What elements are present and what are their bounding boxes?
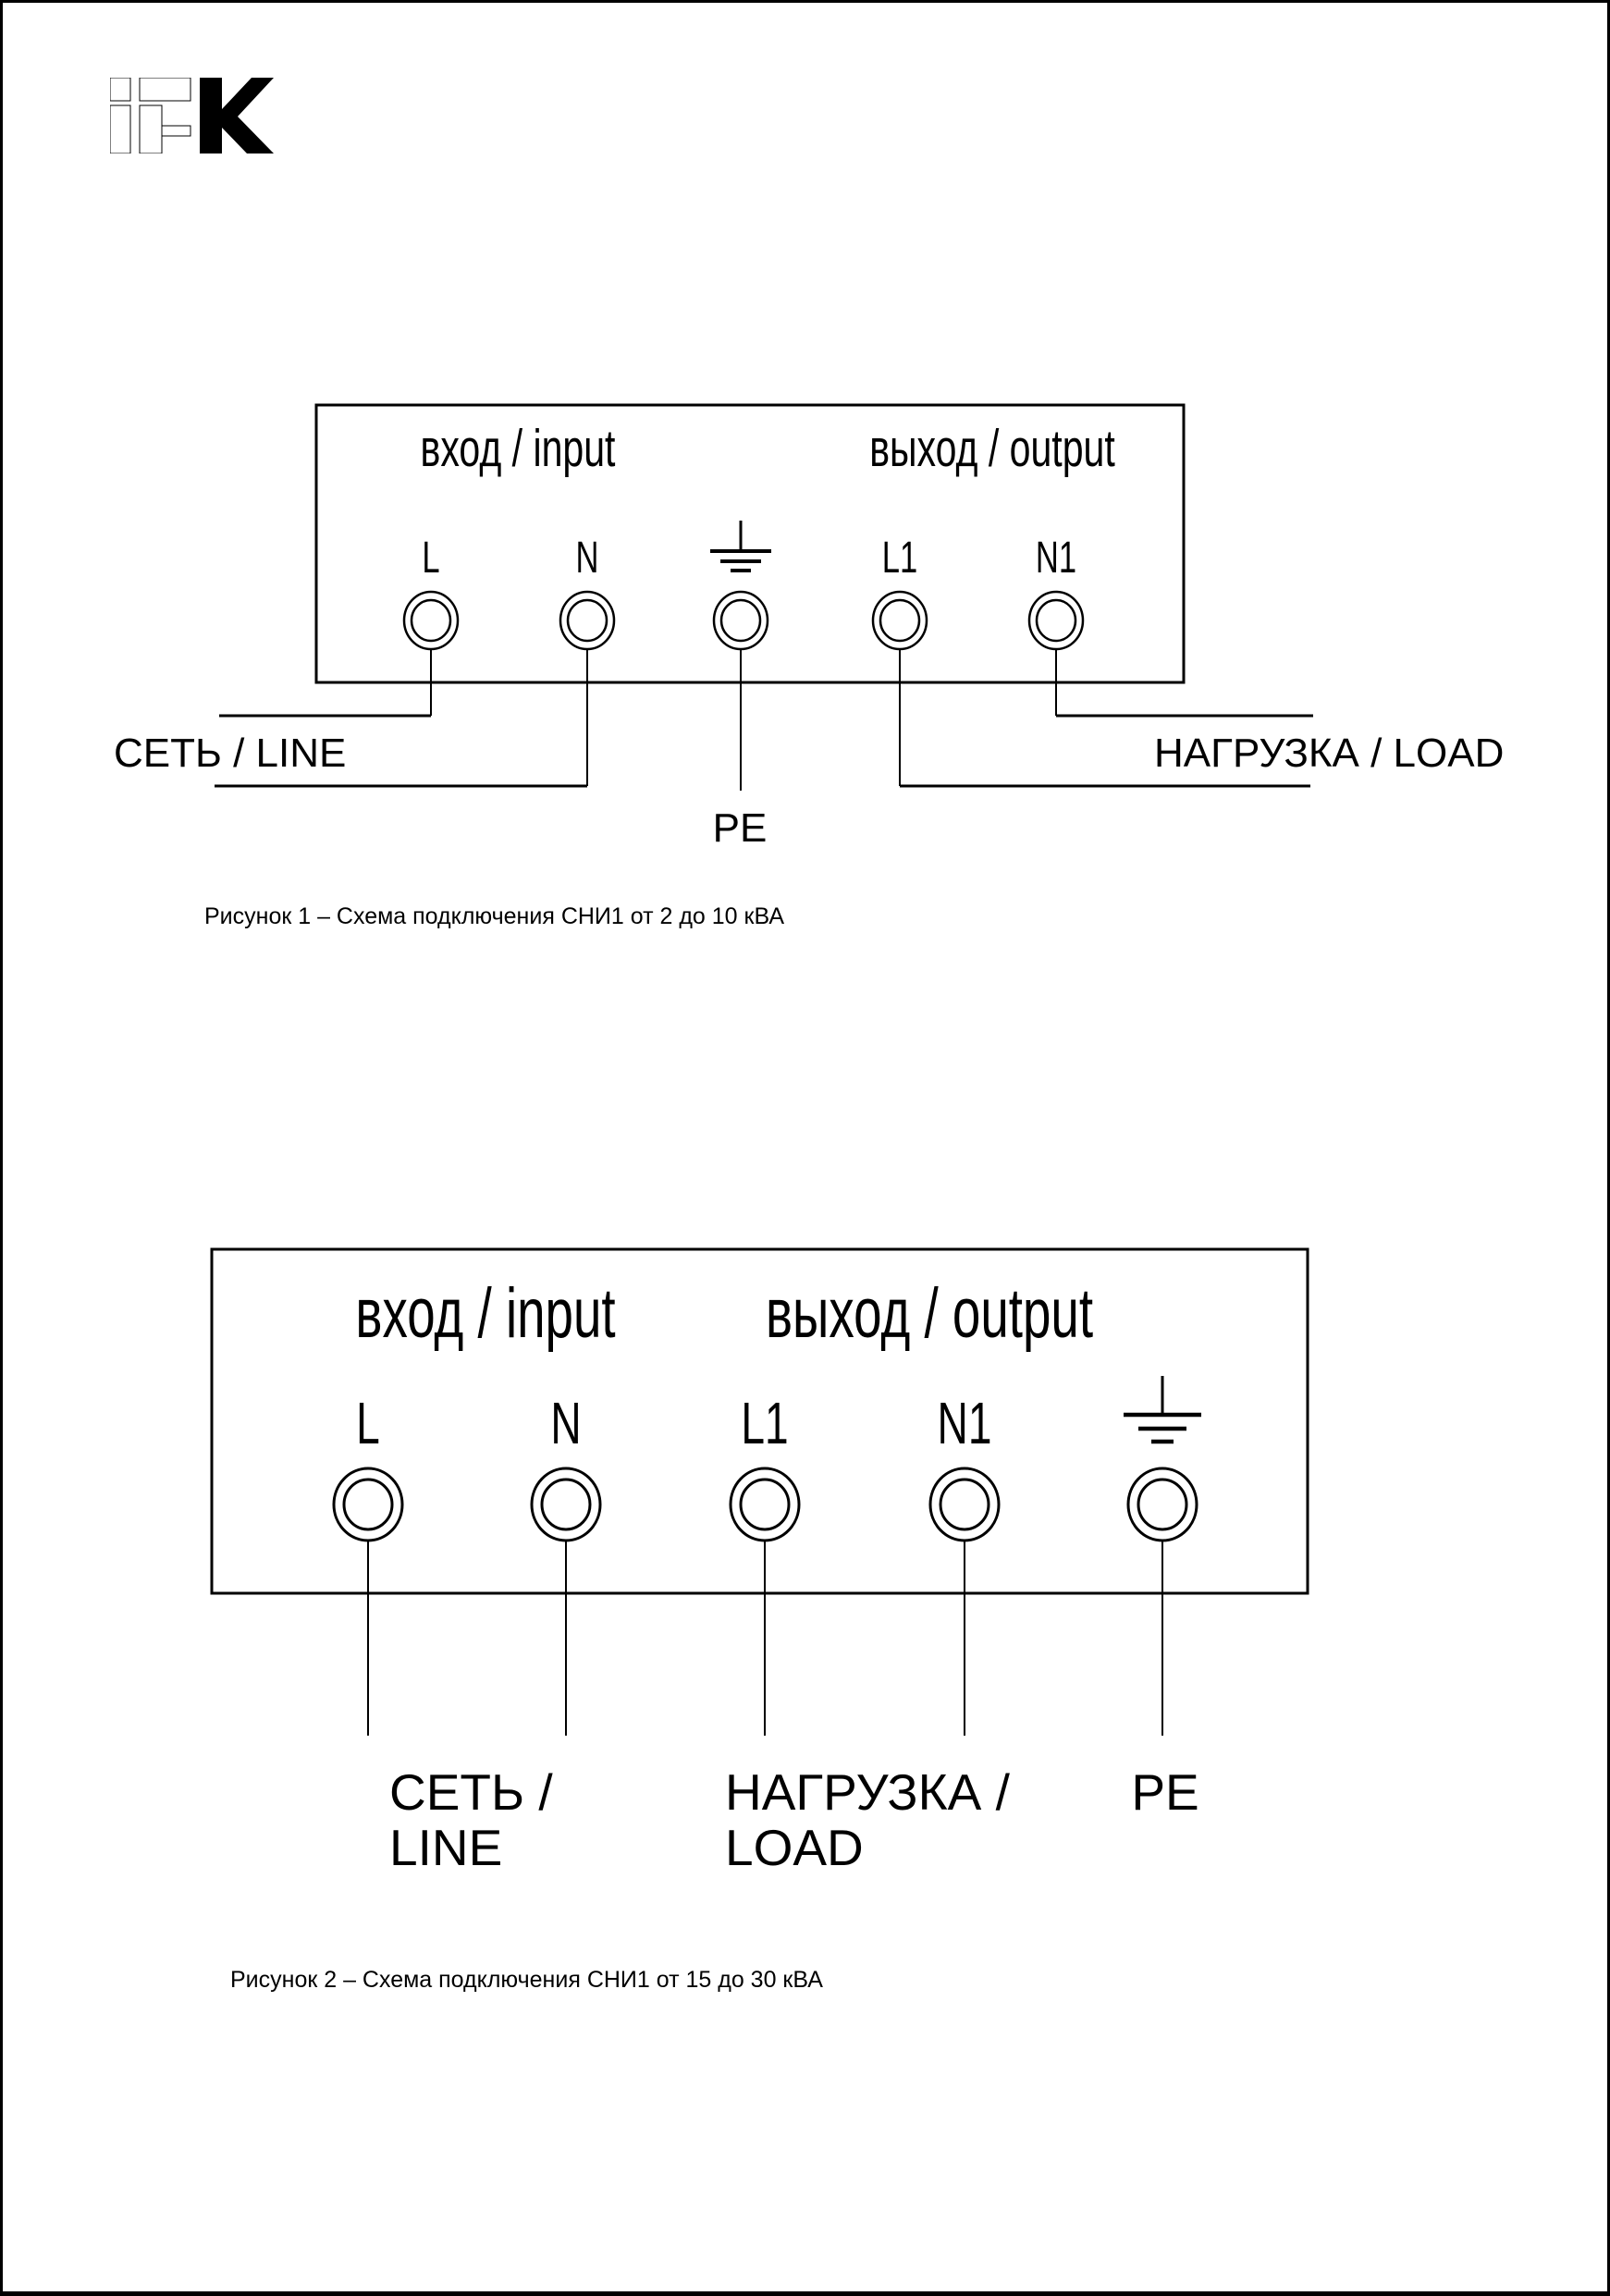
figure1-header-input: вход / input	[420, 419, 616, 478]
figure2-terminal-n	[532, 1468, 600, 1541]
figure1-header-output: выход / output	[869, 419, 1115, 478]
figure1-terminal-l1	[873, 592, 927, 649]
figure1-terminal-label-l: L	[422, 534, 440, 583]
figure2-terminal-l	[334, 1468, 402, 1541]
figure1-pe-label: PE	[712, 805, 768, 851]
figure2-caption: Рисунок 2 – Схема подключения СНИ1 от 15 до 30 кВА	[230, 1967, 823, 1993]
diagram-linework	[3, 3, 1610, 2296]
figure1-caption: Рисунок 1 – Схема подключения СНИ1 от 2 до 10 кВА	[204, 903, 784, 929]
figure2-ground-icon	[1124, 1376, 1201, 1442]
figure1-terminal-pe	[714, 592, 768, 649]
figure2-terminal-pe	[1128, 1468, 1197, 1541]
figure1-line-label: СЕТЬ / LINE	[114, 731, 347, 776]
figure2-terminal-l1	[731, 1468, 799, 1541]
figure2-terminal-label-n1: N1	[937, 1390, 992, 1456]
figure1-terminal-n	[560, 592, 614, 649]
figure1-terminal-label-n1: N1	[1035, 534, 1077, 583]
figure2-load-label-row2: LOAD	[725, 1819, 864, 1876]
figure1-ground-icon	[710, 521, 771, 571]
figure1-diagram	[215, 405, 1313, 791]
figure1-terminal-label-n: N	[575, 534, 599, 583]
figure2-header-output: выход / output	[765, 1274, 1094, 1353]
figure1-load-label: НАГРУЗКА / LOAD	[1154, 731, 1505, 776]
figure1-terminal-l	[404, 592, 458, 649]
figure2-terminal-label-l: L	[356, 1390, 380, 1456]
figure2-load-label-row1: НАГРУЗКА /	[725, 1763, 1010, 1821]
figure2-line-label-row1: СЕТЬ /	[389, 1763, 553, 1821]
figure1-terminal-label-l1: L1	[881, 534, 918, 583]
figure2-line-label-row2: LINE	[389, 1819, 503, 1876]
figure1-terminal-n1	[1029, 592, 1083, 649]
figure2-pe-label: PE	[1131, 1763, 1199, 1821]
figure2-header-input: вход / input	[355, 1274, 616, 1353]
figure2-terminal-label-l1: L1	[741, 1390, 789, 1456]
figure2-terminal-n1	[930, 1468, 999, 1541]
figure2-terminal-label-n: N	[550, 1390, 582, 1456]
